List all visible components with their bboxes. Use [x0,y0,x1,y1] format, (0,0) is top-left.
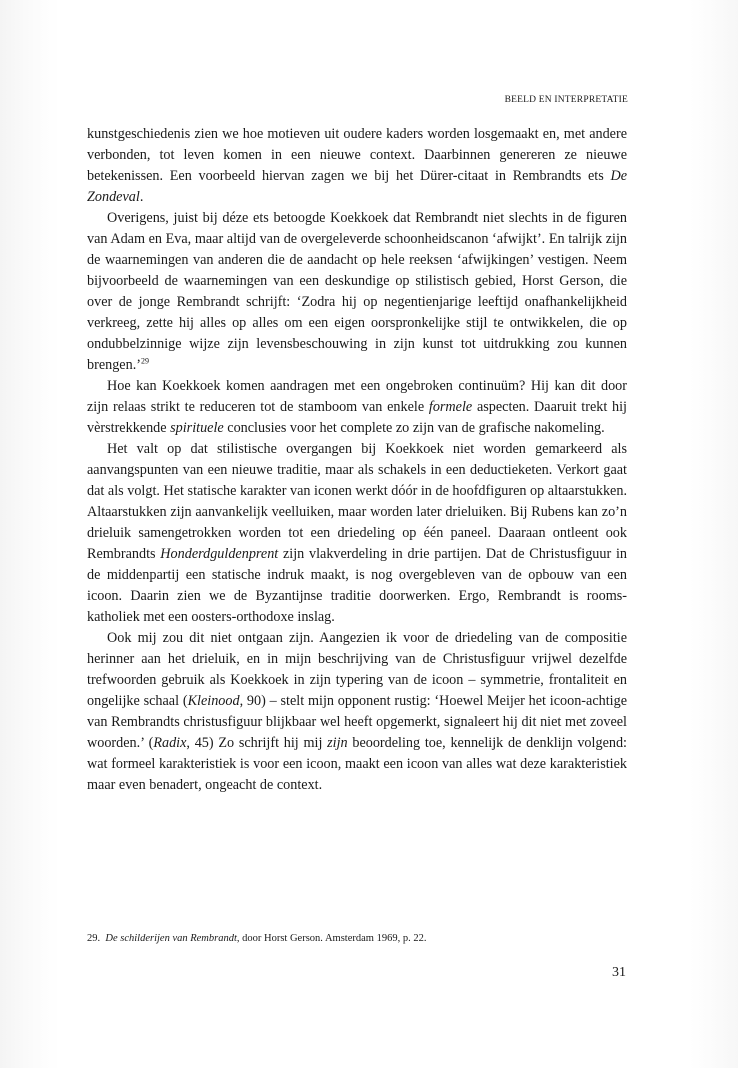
footnote-title: De schilderijen van Rembrandt [105,933,237,944]
footnote-reference: 29 [140,356,149,366]
footnote-text: , door Horst Gerson. Amsterdam 1969, p. 22. [236,933,427,944]
paragraph-4: Het valt op dat stilistische overgangen bij Koekkoek niet worden gemarkeerd als aanvangspunten van een nieuwe traditie, maar als schakels in een deductieketen. Verkort gaat dat als volgt. Het statische karakter van iconen werkt dóór in de hoofdfiguren op altaarstukken. Altaarstukken zijn aanvankelijk veelluiken, maar worden later drieluiken. Bij Rubens kan zo’n drieluik samengetrokken worden tot een driedeling op één paneel. Daaraan ontleent ook Rembrandts Honderdguldenprent zijn vlakverdeling in drie partijen. Dat de Christusfiguur in de middenpartij een statische indruk maakt, is nog overgebleven van de opbouw van een icoon. Daarin zien we de Byzantijnse traditie doorwerken. Ergo, Rembrandt is rooms-katholiek met een oosters-orthodoxe inslag. [87,441,627,625]
italic-title: Radix [153,735,187,751]
body-text [87,124,627,796]
paragraph-2: Overigens, juist bij déze ets betoogde Koekkoek dat Rembrandt niet slechts in de figuren van Adam en Eva, maar altijd van de overgeleverde schoonheidscanon ‘afwijkt’. En talrijk zijn de waarnemingen van anderen die de aandacht op hele reeksen ‘afwijkingen’ vestigen. Neem bijvoorbeeld de waarnemingen van een deskundige op stilistisch gebied, Horst Gerson, die over de jonge Rembrandt schrijft: ‘Zodra hij op negentienjarige leeftijd onafhankelijkheid verkreeg, zette hij alles op alles om een eigen oorspronkelijke stijl te ontwikkelen, die op ondubbelzinnige wijze zijn levensbeschouwing in zijn kunst tot uitdrukking zou kunnen brengen.’$^{29}$ [87,210,627,373]
italic-title: Honderdguldenprent [160,546,279,562]
footnote [87,932,627,946]
paragraph-3: Hoe kan Koekkoek komen aandragen met een ongebroken continuüm? Hij kan dit door zijn relaas strikt te reduceren tot de stamboom van enkele formele aspecten. Daaruit trekt hij vèrstrekkende spirituele conclusies voor het complete zo zijn van de grafische nakomeling. [87,378,628,436]
italic-title: De Zondeval [87,168,627,205]
paragraph-5: Ook mij zou dit niet ontgaan zijn. Aangezien ik voor de driedeling van de compositie herinner aan het drieluik, en in mijn beschrijving van de Christusfiguur vrijwel dezelfde trefwoorden gebruik als Koekkoek in zijn typering van de icoon – symmetrie, frontaliteit en ongelijke schaal (Kleinood, 90) – stelt mijn opponent rustig: ‘Hoewel Meijer het icoon-achtige van Rembrandts christusfiguur blijkbaar wel heeft opgemerkt, signaleert hij dit niet met zoveel woorden.’ (Radix, 45) Zo schrijft hij mij zijn beoordeling toe, kennelijk de denklijn volgend: wat formeel karakteristiek is voor een icoon, maakt een icoon van alles wat deze karakteristiek maar even benadert, ongeacht de context. [87,630,627,793]
paragraph-1: kunstgeschiedenis zien we hoe motieven uit oudere kaders worden losgemaakt en, met andere verbonden, tot leven komen in een nieuwe context. Daarbinnen genereren ze nieuwe betekenissen. Een voorbeeld hiervan zagen we bij het Dürer-citaat in Rembrandts ets De Zondeval. [87,126,627,205]
page-number: 31 [612,965,626,980]
italic-title: Kleinood [187,693,240,709]
footnote-number: 29. [87,933,101,944]
running-head: BEELD EN INTERPRETATIE [504,95,628,105]
